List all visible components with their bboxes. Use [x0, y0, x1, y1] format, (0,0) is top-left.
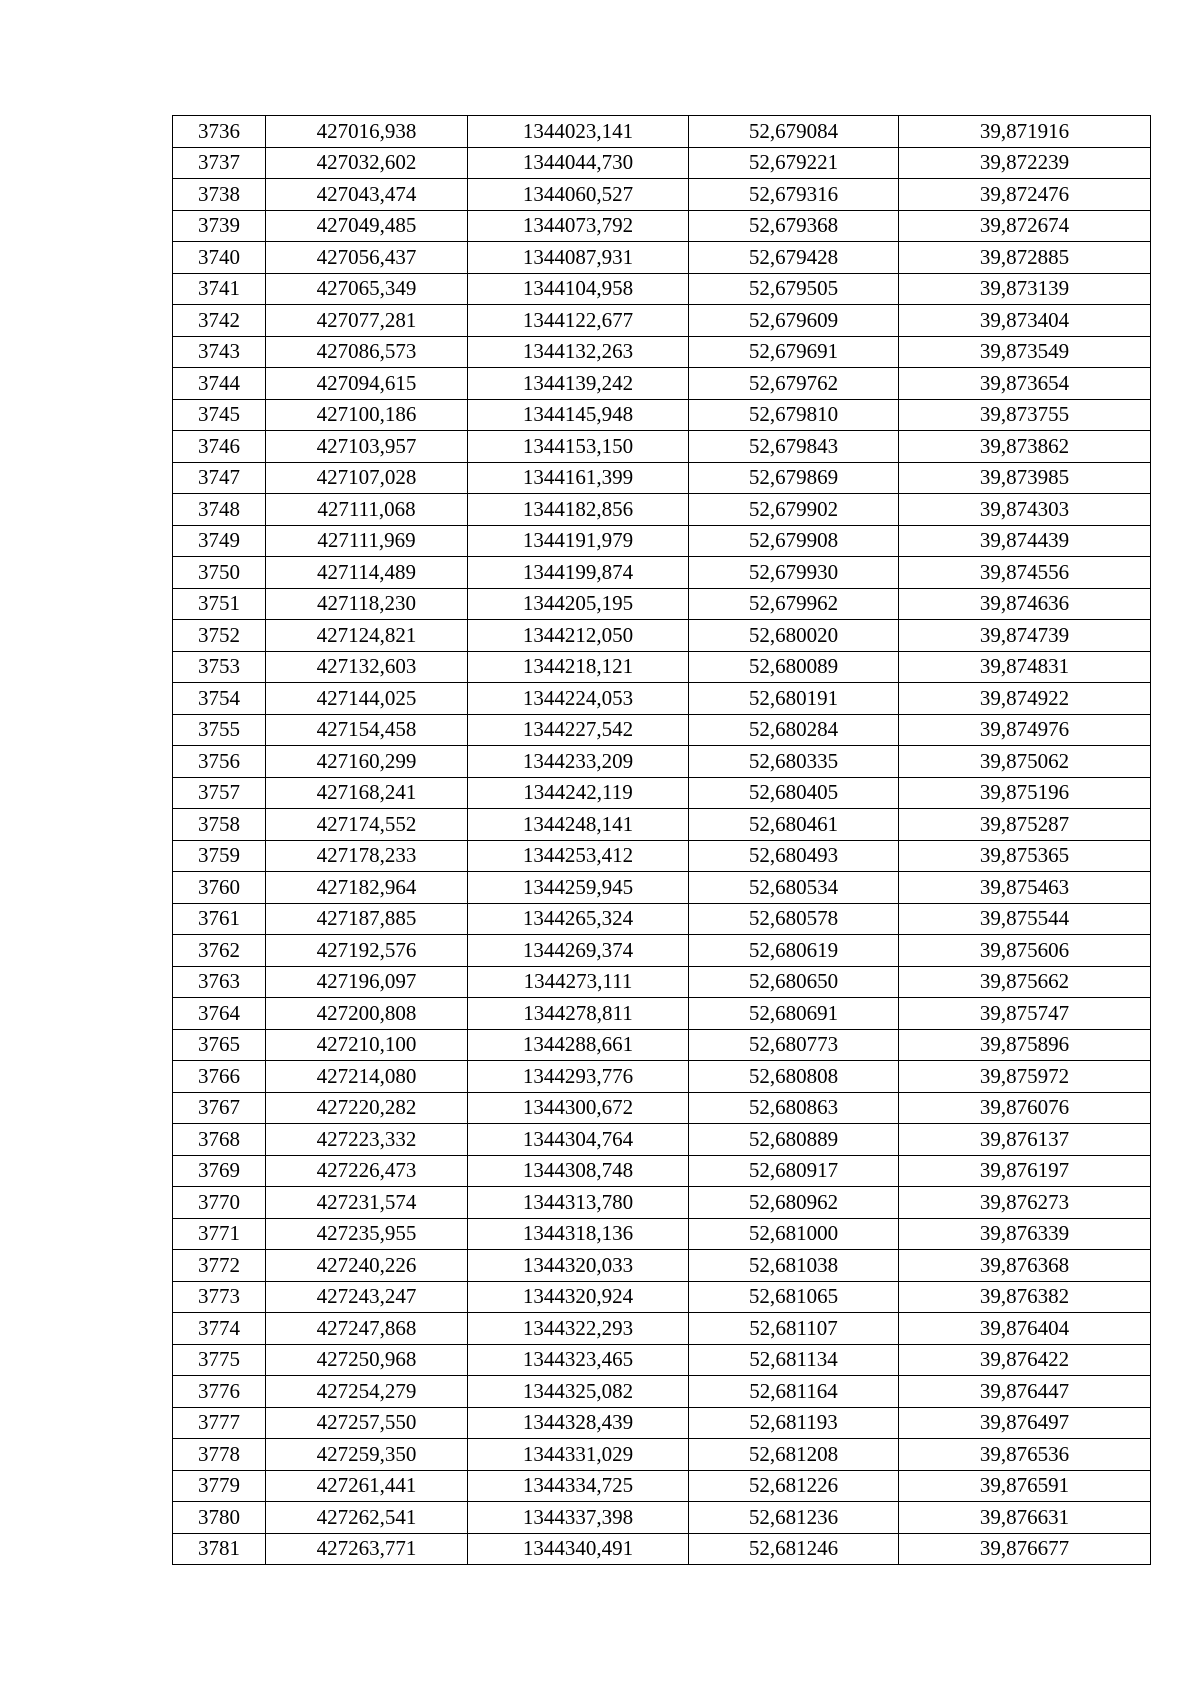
- x-coordinate-cell: 427257,550: [266, 1407, 468, 1439]
- point-number-cell: 3775: [173, 1344, 266, 1376]
- latitude-cell: 52,680020: [689, 620, 899, 652]
- longitude-cell: 39,875896: [899, 1029, 1151, 1061]
- latitude-cell: 52,679908: [689, 525, 899, 557]
- longitude-cell: 39,875544: [899, 903, 1151, 935]
- latitude-cell: 52,681107: [689, 1313, 899, 1345]
- x-coordinate-cell: 427262,541: [266, 1502, 468, 1534]
- latitude-cell: 52,680534: [689, 872, 899, 904]
- longitude-cell: 39,873862: [899, 431, 1151, 463]
- table-row: [173, 588, 1151, 620]
- table-row: [173, 1218, 1151, 1250]
- point-number-cell: 3778: [173, 1439, 266, 1471]
- x-coordinate-cell: 427192,576: [266, 935, 468, 967]
- x-coordinate-cell: 427174,552: [266, 809, 468, 841]
- y-coordinate-cell: 1344313,780: [468, 1187, 689, 1219]
- point-number-cell: 3756: [173, 746, 266, 778]
- longitude-cell: 39,876631: [899, 1502, 1151, 1534]
- y-coordinate-cell: 1344153,150: [468, 431, 689, 463]
- point-number-cell: 3763: [173, 966, 266, 998]
- x-coordinate-cell: 427100,186: [266, 399, 468, 431]
- latitude-cell: 52,681000: [689, 1218, 899, 1250]
- y-coordinate-cell: 1344322,293: [468, 1313, 689, 1345]
- table-row: [173, 431, 1151, 463]
- table-row: [173, 777, 1151, 809]
- x-coordinate-cell: 427250,968: [266, 1344, 468, 1376]
- x-coordinate-cell: 427160,299: [266, 746, 468, 778]
- y-coordinate-cell: 1344224,053: [468, 683, 689, 715]
- y-coordinate-cell: 1344212,050: [468, 620, 689, 652]
- table-row: [173, 494, 1151, 526]
- point-number-cell: 3753: [173, 651, 266, 683]
- y-coordinate-cell: 1344122,677: [468, 305, 689, 337]
- longitude-cell: 39,876197: [899, 1155, 1151, 1187]
- longitude-cell: 39,874831: [899, 651, 1151, 683]
- point-number-cell: 3774: [173, 1313, 266, 1345]
- longitude-cell: 39,874636: [899, 588, 1151, 620]
- longitude-cell: 39,876447: [899, 1376, 1151, 1408]
- point-number-cell: 3780: [173, 1502, 266, 1534]
- longitude-cell: 39,876339: [899, 1218, 1151, 1250]
- latitude-cell: 52,680889: [689, 1124, 899, 1156]
- longitude-cell: 39,876382: [899, 1281, 1151, 1313]
- x-coordinate-cell: 427187,885: [266, 903, 468, 935]
- table-row: [173, 935, 1151, 967]
- y-coordinate-cell: 1344320,033: [468, 1250, 689, 1282]
- x-coordinate-cell: 427243,247: [266, 1281, 468, 1313]
- y-coordinate-cell: 1344265,324: [468, 903, 689, 935]
- y-coordinate-cell: 1344044,730: [468, 147, 689, 179]
- y-coordinate-cell: 1344087,931: [468, 242, 689, 274]
- y-coordinate-cell: 1344191,979: [468, 525, 689, 557]
- table-row: [173, 651, 1151, 683]
- y-coordinate-cell: 1344337,398: [468, 1502, 689, 1534]
- x-coordinate-cell: 427235,955: [266, 1218, 468, 1250]
- x-coordinate-cell: 427094,615: [266, 368, 468, 400]
- latitude-cell: 52,681208: [689, 1439, 899, 1471]
- latitude-cell: 52,679316: [689, 179, 899, 211]
- point-number-cell: 3737: [173, 147, 266, 179]
- table-row: [173, 683, 1151, 715]
- point-number-cell: 3746: [173, 431, 266, 463]
- y-coordinate-cell: 1344318,136: [468, 1218, 689, 1250]
- point-number-cell: 3741: [173, 273, 266, 305]
- latitude-cell: 52,679368: [689, 210, 899, 242]
- coordinates-table-body: [173, 116, 1151, 1565]
- point-number-cell: 3765: [173, 1029, 266, 1061]
- x-coordinate-cell: 427200,808: [266, 998, 468, 1030]
- x-coordinate-cell: 427016,938: [266, 116, 468, 148]
- latitude-cell: 52,680089: [689, 651, 899, 683]
- x-coordinate-cell: 427132,603: [266, 651, 468, 683]
- table-row: [173, 305, 1151, 337]
- x-coordinate-cell: 427220,282: [266, 1092, 468, 1124]
- x-coordinate-cell: 427261,441: [266, 1470, 468, 1502]
- y-coordinate-cell: 1344273,111: [468, 966, 689, 998]
- table-row: [173, 746, 1151, 778]
- table-row: [173, 809, 1151, 841]
- longitude-cell: 39,876591: [899, 1470, 1151, 1502]
- point-number-cell: 3742: [173, 305, 266, 337]
- longitude-cell: 39,873139: [899, 273, 1151, 305]
- x-coordinate-cell: 427065,349: [266, 273, 468, 305]
- latitude-cell: 52,681246: [689, 1533, 899, 1565]
- point-number-cell: 3757: [173, 777, 266, 809]
- longitude-cell: 39,872674: [899, 210, 1151, 242]
- point-number-cell: 3752: [173, 620, 266, 652]
- latitude-cell: 52,679843: [689, 431, 899, 463]
- x-coordinate-cell: 427077,281: [266, 305, 468, 337]
- table-row: [173, 368, 1151, 400]
- x-coordinate-cell: 427178,233: [266, 840, 468, 872]
- longitude-cell: 39,875287: [899, 809, 1151, 841]
- latitude-cell: 52,680461: [689, 809, 899, 841]
- x-coordinate-cell: 427056,437: [266, 242, 468, 274]
- y-coordinate-cell: 1344023,141: [468, 116, 689, 148]
- y-coordinate-cell: 1344334,725: [468, 1470, 689, 1502]
- table-row: [173, 242, 1151, 274]
- table-row: [173, 966, 1151, 998]
- table-row: [173, 1439, 1151, 1471]
- table-row: [173, 1407, 1151, 1439]
- point-number-cell: 3749: [173, 525, 266, 557]
- latitude-cell: 52,680284: [689, 714, 899, 746]
- y-coordinate-cell: 1344259,945: [468, 872, 689, 904]
- latitude-cell: 52,680917: [689, 1155, 899, 1187]
- point-number-cell: 3761: [173, 903, 266, 935]
- y-coordinate-cell: 1344242,119: [468, 777, 689, 809]
- point-number-cell: 3755: [173, 714, 266, 746]
- longitude-cell: 39,873654: [899, 368, 1151, 400]
- latitude-cell: 52,681193: [689, 1407, 899, 1439]
- table-row: [173, 525, 1151, 557]
- latitude-cell: 52,679930: [689, 557, 899, 589]
- y-coordinate-cell: 1344278,811: [468, 998, 689, 1030]
- longitude-cell: 39,876273: [899, 1187, 1151, 1219]
- latitude-cell: 52,681065: [689, 1281, 899, 1313]
- y-coordinate-cell: 1344161,399: [468, 462, 689, 494]
- latitude-cell: 52,680493: [689, 840, 899, 872]
- point-number-cell: 3759: [173, 840, 266, 872]
- y-coordinate-cell: 1344205,195: [468, 588, 689, 620]
- point-number-cell: 3781: [173, 1533, 266, 1565]
- x-coordinate-cell: 427111,068: [266, 494, 468, 526]
- latitude-cell: 52,680808: [689, 1061, 899, 1093]
- longitude-cell: 39,876677: [899, 1533, 1151, 1565]
- y-coordinate-cell: 1344308,748: [468, 1155, 689, 1187]
- longitude-cell: 39,875365: [899, 840, 1151, 872]
- longitude-cell: 39,876422: [899, 1344, 1151, 1376]
- latitude-cell: 52,680191: [689, 683, 899, 715]
- table-row: [173, 1502, 1151, 1534]
- longitude-cell: 39,875463: [899, 872, 1151, 904]
- longitude-cell: 39,876137: [899, 1124, 1151, 1156]
- table-row: [173, 273, 1151, 305]
- point-number-cell: 3750: [173, 557, 266, 589]
- y-coordinate-cell: 1344331,029: [468, 1439, 689, 1471]
- table-row: [173, 399, 1151, 431]
- table-row: [173, 1124, 1151, 1156]
- y-coordinate-cell: 1344293,776: [468, 1061, 689, 1093]
- table-row: [173, 1061, 1151, 1093]
- y-coordinate-cell: 1344325,082: [468, 1376, 689, 1408]
- y-coordinate-cell: 1344060,527: [468, 179, 689, 211]
- latitude-cell: 52,680619: [689, 935, 899, 967]
- x-coordinate-cell: 427032,602: [266, 147, 468, 179]
- table-row: [173, 1313, 1151, 1345]
- x-coordinate-cell: 427154,458: [266, 714, 468, 746]
- y-coordinate-cell: 1344139,242: [468, 368, 689, 400]
- point-number-cell: 3758: [173, 809, 266, 841]
- y-coordinate-cell: 1344145,948: [468, 399, 689, 431]
- x-coordinate-cell: 427214,080: [266, 1061, 468, 1093]
- point-number-cell: 3736: [173, 116, 266, 148]
- latitude-cell: 52,679221: [689, 147, 899, 179]
- table-row: [173, 714, 1151, 746]
- latitude-cell: 52,681236: [689, 1502, 899, 1534]
- point-number-cell: 3751: [173, 588, 266, 620]
- x-coordinate-cell: 427144,025: [266, 683, 468, 715]
- point-number-cell: 3739: [173, 210, 266, 242]
- latitude-cell: 52,679810: [689, 399, 899, 431]
- longitude-cell: 39,875662: [899, 966, 1151, 998]
- point-number-cell: 3738: [173, 179, 266, 211]
- x-coordinate-cell: 427254,279: [266, 1376, 468, 1408]
- longitude-cell: 39,875972: [899, 1061, 1151, 1093]
- x-coordinate-cell: 427118,230: [266, 588, 468, 620]
- latitude-cell: 52,681134: [689, 1344, 899, 1376]
- point-number-cell: 3747: [173, 462, 266, 494]
- longitude-cell: 39,875606: [899, 935, 1151, 967]
- point-number-cell: 3740: [173, 242, 266, 274]
- x-coordinate-cell: 427226,473: [266, 1155, 468, 1187]
- table-row: [173, 1344, 1151, 1376]
- y-coordinate-cell: 1344233,209: [468, 746, 689, 778]
- x-coordinate-cell: 427086,573: [266, 336, 468, 368]
- point-number-cell: 3754: [173, 683, 266, 715]
- y-coordinate-cell: 1344328,439: [468, 1407, 689, 1439]
- point-number-cell: 3779: [173, 1470, 266, 1502]
- y-coordinate-cell: 1344340,491: [468, 1533, 689, 1565]
- y-coordinate-cell: 1344073,792: [468, 210, 689, 242]
- longitude-cell: 39,874976: [899, 714, 1151, 746]
- latitude-cell: 52,680335: [689, 746, 899, 778]
- latitude-cell: 52,680405: [689, 777, 899, 809]
- latitude-cell: 52,681038: [689, 1250, 899, 1282]
- table-row: [173, 840, 1151, 872]
- longitude-cell: 39,876404: [899, 1313, 1151, 1345]
- point-number-cell: 3776: [173, 1376, 266, 1408]
- longitude-cell: 39,873549: [899, 336, 1151, 368]
- table-row: [173, 210, 1151, 242]
- table-row: [173, 462, 1151, 494]
- table-row: [173, 179, 1151, 211]
- point-number-cell: 3745: [173, 399, 266, 431]
- point-number-cell: 3767: [173, 1092, 266, 1124]
- point-number-cell: 3770: [173, 1187, 266, 1219]
- table-row: [173, 998, 1151, 1030]
- y-coordinate-cell: 1344304,764: [468, 1124, 689, 1156]
- latitude-cell: 52,680773: [689, 1029, 899, 1061]
- longitude-cell: 39,876497: [899, 1407, 1151, 1439]
- point-number-cell: 3748: [173, 494, 266, 526]
- latitude-cell: 52,679902: [689, 494, 899, 526]
- longitude-cell: 39,874922: [899, 683, 1151, 715]
- point-number-cell: 3766: [173, 1061, 266, 1093]
- table-row: [173, 147, 1151, 179]
- point-number-cell: 3772: [173, 1250, 266, 1282]
- x-coordinate-cell: 427240,226: [266, 1250, 468, 1282]
- table-row: [173, 1155, 1151, 1187]
- latitude-cell: 52,679869: [689, 462, 899, 494]
- y-coordinate-cell: 1344269,374: [468, 935, 689, 967]
- x-coordinate-cell: 427107,028: [266, 462, 468, 494]
- x-coordinate-cell: 427247,868: [266, 1313, 468, 1345]
- y-coordinate-cell: 1344104,958: [468, 273, 689, 305]
- x-coordinate-cell: 427182,964: [266, 872, 468, 904]
- table-row: [173, 1187, 1151, 1219]
- x-coordinate-cell: 427168,241: [266, 777, 468, 809]
- longitude-cell: 39,874303: [899, 494, 1151, 526]
- latitude-cell: 52,681164: [689, 1376, 899, 1408]
- longitude-cell: 39,875747: [899, 998, 1151, 1030]
- y-coordinate-cell: 1344300,672: [468, 1092, 689, 1124]
- y-coordinate-cell: 1344132,263: [468, 336, 689, 368]
- x-coordinate-cell: 427196,097: [266, 966, 468, 998]
- latitude-cell: 52,680578: [689, 903, 899, 935]
- y-coordinate-cell: 1344253,412: [468, 840, 689, 872]
- longitude-cell: 39,872885: [899, 242, 1151, 274]
- latitude-cell: 52,680962: [689, 1187, 899, 1219]
- table-row: [173, 116, 1151, 148]
- longitude-cell: 39,873985: [899, 462, 1151, 494]
- table-row: [173, 1029, 1151, 1061]
- latitude-cell: 52,679762: [689, 368, 899, 400]
- y-coordinate-cell: 1344199,874: [468, 557, 689, 589]
- y-coordinate-cell: 1344218,121: [468, 651, 689, 683]
- y-coordinate-cell: 1344323,465: [468, 1344, 689, 1376]
- y-coordinate-cell: 1344182,856: [468, 494, 689, 526]
- point-number-cell: 3744: [173, 368, 266, 400]
- point-number-cell: 3743: [173, 336, 266, 368]
- longitude-cell: 39,873404: [899, 305, 1151, 337]
- y-coordinate-cell: 1344227,542: [468, 714, 689, 746]
- latitude-cell: 52,679609: [689, 305, 899, 337]
- x-coordinate-cell: 427103,957: [266, 431, 468, 463]
- table-row: [173, 336, 1151, 368]
- table-row: [173, 1376, 1151, 1408]
- point-number-cell: 3771: [173, 1218, 266, 1250]
- table-row: [173, 620, 1151, 652]
- x-coordinate-cell: 427043,474: [266, 179, 468, 211]
- table-row: [173, 557, 1151, 589]
- latitude-cell: 52,681226: [689, 1470, 899, 1502]
- point-number-cell: 3769: [173, 1155, 266, 1187]
- table-row: [173, 1533, 1151, 1565]
- point-number-cell: 3764: [173, 998, 266, 1030]
- coordinates-table: [172, 115, 1151, 1565]
- longitude-cell: 39,876536: [899, 1439, 1151, 1471]
- y-coordinate-cell: 1344248,141: [468, 809, 689, 841]
- longitude-cell: 39,875196: [899, 777, 1151, 809]
- x-coordinate-cell: 427111,969: [266, 525, 468, 557]
- x-coordinate-cell: 427049,485: [266, 210, 468, 242]
- longitude-cell: 39,874556: [899, 557, 1151, 589]
- latitude-cell: 52,679084: [689, 116, 899, 148]
- point-number-cell: 3762: [173, 935, 266, 967]
- latitude-cell: 52,679691: [689, 336, 899, 368]
- y-coordinate-cell: 1344288,661: [468, 1029, 689, 1061]
- table-row: [173, 903, 1151, 935]
- longitude-cell: 39,873755: [899, 399, 1151, 431]
- x-coordinate-cell: 427231,574: [266, 1187, 468, 1219]
- longitude-cell: 39,872239: [899, 147, 1151, 179]
- longitude-cell: 39,874439: [899, 525, 1151, 557]
- longitude-cell: 39,875062: [899, 746, 1151, 778]
- point-number-cell: 3760: [173, 872, 266, 904]
- longitude-cell: 39,874739: [899, 620, 1151, 652]
- table-row: [173, 1281, 1151, 1313]
- longitude-cell: 39,872476: [899, 179, 1151, 211]
- longitude-cell: 39,876368: [899, 1250, 1151, 1282]
- point-number-cell: 3773: [173, 1281, 266, 1313]
- x-coordinate-cell: 427223,332: [266, 1124, 468, 1156]
- point-number-cell: 3777: [173, 1407, 266, 1439]
- x-coordinate-cell: 427259,350: [266, 1439, 468, 1471]
- y-coordinate-cell: 1344320,924: [468, 1281, 689, 1313]
- x-coordinate-cell: 427124,821: [266, 620, 468, 652]
- table-row: [173, 1470, 1151, 1502]
- x-coordinate-cell: 427263,771: [266, 1533, 468, 1565]
- latitude-cell: 52,679962: [689, 588, 899, 620]
- latitude-cell: 52,679505: [689, 273, 899, 305]
- latitude-cell: 52,680650: [689, 966, 899, 998]
- x-coordinate-cell: 427210,100: [266, 1029, 468, 1061]
- longitude-cell: 39,876076: [899, 1092, 1151, 1124]
- table-row: [173, 1250, 1151, 1282]
- table-row: [173, 1092, 1151, 1124]
- longitude-cell: 39,871916: [899, 116, 1151, 148]
- latitude-cell: 52,679428: [689, 242, 899, 274]
- x-coordinate-cell: 427114,489: [266, 557, 468, 589]
- table-row: [173, 872, 1151, 904]
- latitude-cell: 52,680691: [689, 998, 899, 1030]
- point-number-cell: 3768: [173, 1124, 266, 1156]
- latitude-cell: 52,680863: [689, 1092, 899, 1124]
